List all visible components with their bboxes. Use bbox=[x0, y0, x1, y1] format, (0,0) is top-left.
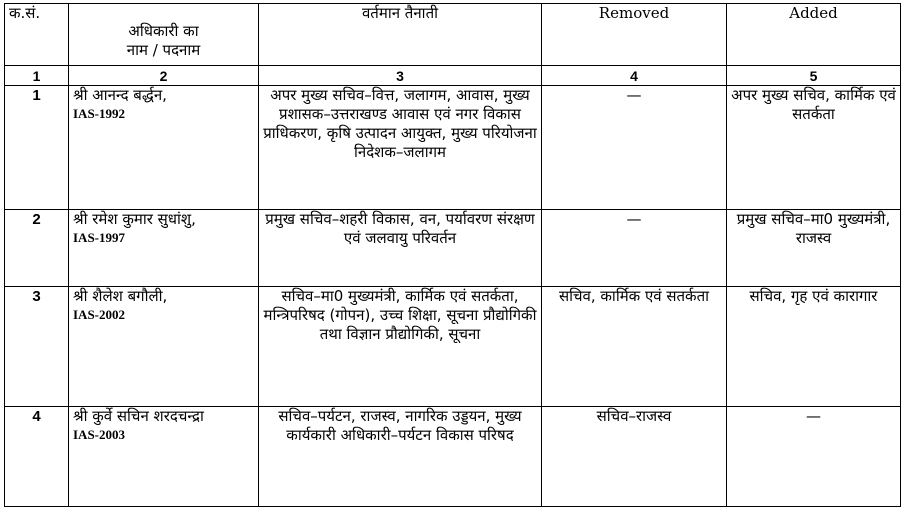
removed-posting: — bbox=[542, 210, 727, 287]
column-number: 1 bbox=[5, 66, 69, 86]
column-number: 5 bbox=[727, 66, 901, 86]
officer-name-cell bbox=[69, 210, 259, 287]
header-removed: Removed bbox=[542, 4, 727, 66]
added-posting: अपर मुख्य सचिव, कार्मिक एवं सतर्कता bbox=[727, 86, 901, 210]
officer-service: IAS-2002 bbox=[73, 307, 126, 322]
column-number: 4 bbox=[542, 66, 727, 86]
current-posting: सचिव–मा0 मुख्यमंत्री, कार्मिक एवं सतर्कता, मन्त्रिपरिषद (गोपन), उच्च शिक्षा, सूचना प्रौद्योगिकी तथा विज्ञान प्रौद्योगिकी, सूचना bbox=[259, 287, 542, 407]
serial-number: 2 bbox=[5, 210, 69, 287]
officer-service: IAS-1992 bbox=[73, 106, 126, 121]
header-officer-name-line2: नाम / पदनाम bbox=[126, 41, 201, 59]
header-officer-name-line1: अधिकारी का bbox=[128, 22, 199, 40]
officer-name-cell bbox=[69, 86, 259, 210]
current-posting: सचिव–पर्यटन, राजस्व, नागरिक उड्डयन, मुख्य कार्यकारी अधिकारी–पर्यटन विकास परिषद bbox=[259, 407, 542, 507]
officer-name: श्री शैलेश बगौली, bbox=[73, 287, 168, 305]
header-serial-number: क.सं. bbox=[5, 4, 69, 66]
column-number-row bbox=[5, 66, 901, 86]
header-officer-name bbox=[69, 4, 259, 66]
serial-number: 4 bbox=[5, 407, 69, 507]
table-row bbox=[5, 210, 901, 287]
officer-transfer-table bbox=[4, 3, 901, 507]
serial-number: 1 bbox=[5, 86, 69, 210]
table-row bbox=[5, 86, 901, 210]
current-posting: प्रमुख सचिव–शहरी विकास, वन, पर्यावरण संरक्षण एवं जलवायु परिवर्तन bbox=[259, 210, 542, 287]
added-posting: — bbox=[727, 407, 901, 507]
serial-number: 3 bbox=[5, 287, 69, 407]
header-row bbox=[5, 4, 901, 66]
column-number: 3 bbox=[259, 66, 542, 86]
added-posting: सचिव, गृह एवं कारागार bbox=[727, 287, 901, 407]
officer-name-cell bbox=[69, 407, 259, 507]
removed-posting: सचिव–राजस्व bbox=[542, 407, 727, 507]
header-current-posting: वर्तमान तैनाती bbox=[259, 4, 542, 66]
current-posting: अपर मुख्य सचिव–वित्त, जलागम, आवास, मुख्य प्रशासक–उत्तराखण्ड आवास एवं नगर विकास प्राधिकरण, कृषि उत्पादन आयुक्त, मुख्य परियोजना निदेशक–जलागम bbox=[259, 86, 542, 210]
removed-posting: सचिव, कार्मिक एवं सतर्कता bbox=[542, 287, 727, 407]
column-number: 2 bbox=[69, 66, 259, 86]
officer-service: IAS-1997 bbox=[73, 230, 126, 245]
added-posting: प्रमुख सचिव–मा0 मुख्यमंत्री, राजस्व bbox=[727, 210, 901, 287]
table-row bbox=[5, 407, 901, 507]
officer-name: श्री कुर्वे सचिन शरदचन्द्रा bbox=[73, 407, 204, 425]
officer-name-cell bbox=[69, 287, 259, 407]
removed-posting: — bbox=[542, 86, 727, 210]
officer-service: IAS-2003 bbox=[73, 427, 126, 442]
table-row bbox=[5, 287, 901, 407]
officer-name: श्री आनन्द बर्द्धन, bbox=[73, 86, 167, 104]
header-added: Added bbox=[727, 4, 901, 66]
officer-name: श्री रमेश कुमार सुधांशु, bbox=[73, 210, 196, 228]
